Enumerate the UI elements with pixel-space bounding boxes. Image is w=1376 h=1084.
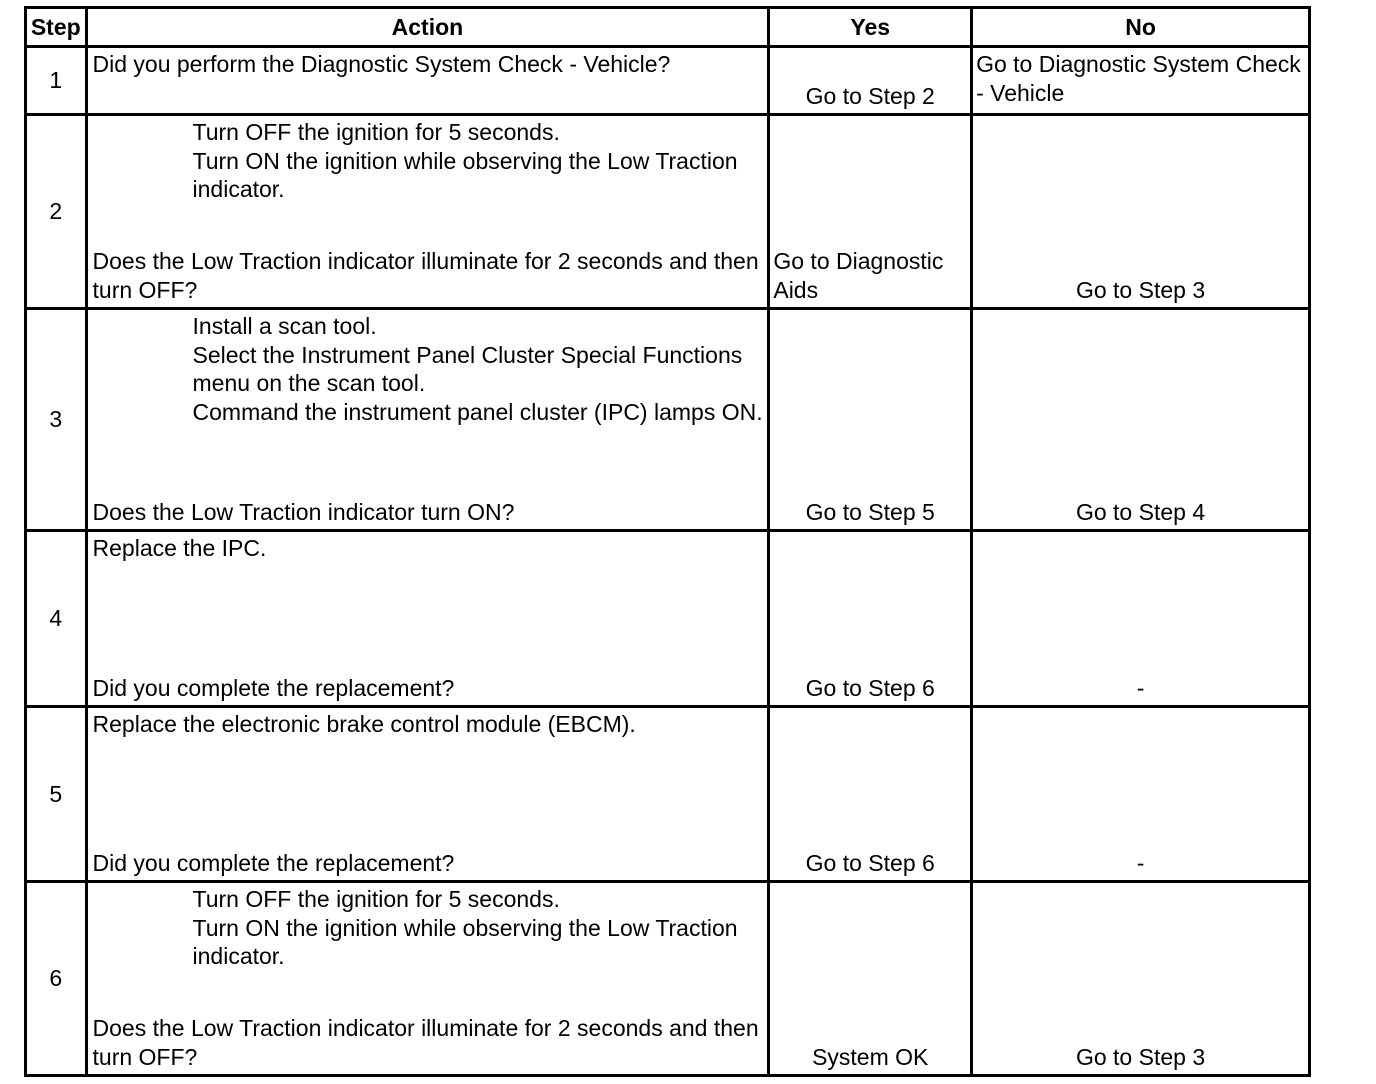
table-row [26, 882, 1310, 1076]
action-question: Does the Low Traction indicator turn ON? [92, 498, 515, 525]
no-cell: - [972, 531, 1310, 707]
yes-cell: Go to Step 6 [769, 531, 972, 707]
no-cell: Go to Step 3 [972, 882, 1310, 1076]
yes-cell: Go to Step 2 [769, 47, 972, 115]
action-question: Did you perform the Diagnostic System Check - Vehicle? [92, 51, 671, 77]
yes-cell: System OK [769, 882, 972, 1076]
table-row [26, 309, 1310, 531]
action-line: Turn ON the ignition while observing the Low Traction indicator. [192, 147, 738, 202]
header-action: Action [86, 8, 769, 47]
yes-cell: Go to Step 5 [769, 309, 972, 531]
diagnostic-table [24, 6, 1311, 1077]
table-row [26, 115, 1310, 309]
no-cell: Go to Step 4 [972, 309, 1310, 531]
header-step: Step [26, 8, 87, 47]
action-line: Turn ON the ignition while observing the Low Traction indicator. [192, 914, 738, 969]
action-question: Does the Low Traction indicator illuminate for 2 seconds and then turn OFF? [92, 248, 759, 303]
action-intro: Replace the IPC. [92, 535, 267, 561]
action-line: Command the instrument panel cluster (IPC) lamps ON. [192, 398, 763, 425]
table-row [26, 47, 1310, 115]
action-question: Did you complete the replacement? [92, 674, 455, 701]
step-number: 3 [26, 309, 87, 531]
header-row [26, 8, 1310, 47]
action-cell [86, 707, 769, 882]
header-no: No [972, 8, 1310, 47]
step-number: 2 [26, 115, 87, 309]
action-cell [86, 47, 769, 115]
header-yes: Yes [769, 8, 972, 47]
no-cell: Go to Diagnostic System Check - Vehicle [972, 47, 1310, 115]
action-line: Select the Instrument Panel Cluster Special Functions menu on the scan tool. [192, 341, 743, 396]
step-number: 1 [26, 47, 87, 115]
step-number: 5 [26, 707, 87, 882]
action-cell [86, 115, 769, 309]
action-line: Install a scan tool. [192, 313, 377, 339]
step-number: 4 [26, 531, 87, 707]
action-question: Does the Low Traction indicator illuminate for 2 seconds and then turn OFF? [92, 1015, 759, 1070]
action-cell [86, 531, 769, 707]
action-intro: Replace the electronic brake control module (EBCM). [92, 711, 636, 737]
step-number: 6 [26, 882, 87, 1076]
action-line: Turn OFF the ignition for 5 seconds. [192, 886, 560, 912]
yes-cell: Go to Step 6 [769, 707, 972, 882]
table-row [26, 531, 1310, 707]
yes-cell: Go to Diagnostic Aids [769, 115, 972, 309]
action-cell [86, 882, 769, 1076]
action-question: Did you complete the replacement? [92, 849, 455, 876]
no-cell: Go to Step 3 [972, 115, 1310, 309]
no-cell: - [972, 707, 1310, 882]
action-cell [86, 309, 769, 531]
action-line: Turn OFF the ignition for 5 seconds. [192, 119, 560, 145]
table-row [26, 707, 1310, 882]
